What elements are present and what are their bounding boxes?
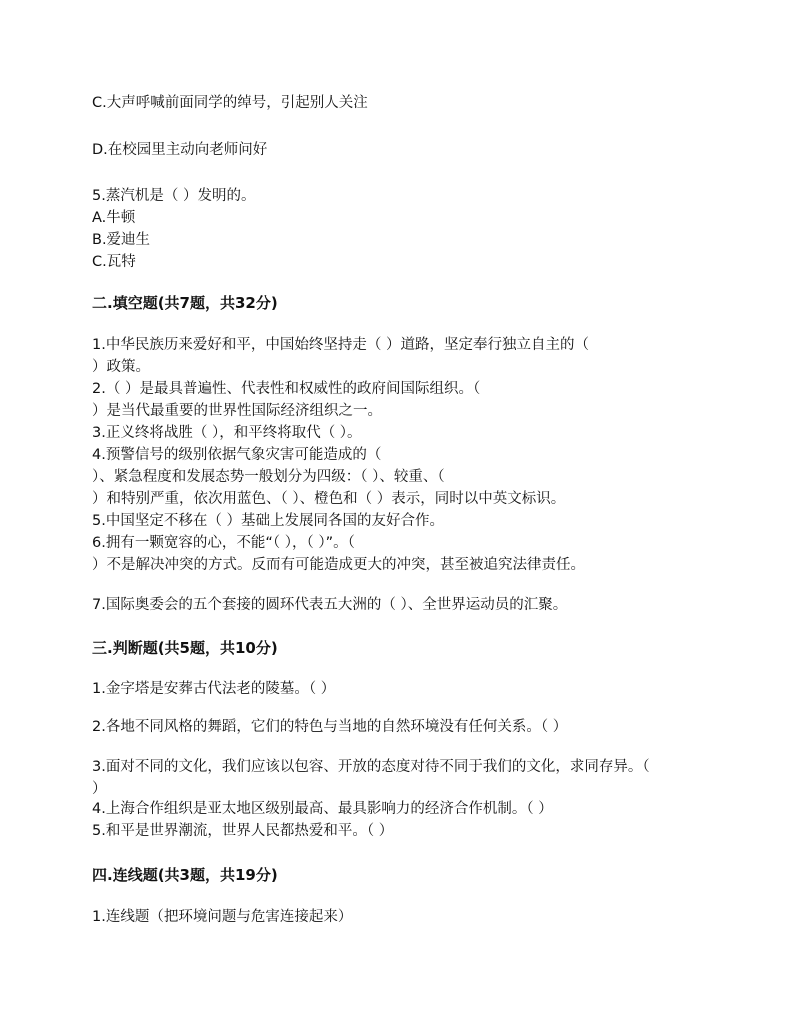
fill-line-1: 1.中华民族历来爱好和平，中国始终坚持走（ ）道路，坚定奉行独立自主的（ xyxy=(92,337,589,353)
fill-line-11: ）不是解决冲突的方式。反而有可能造成更大的冲突，甚至被追究法律责任。 xyxy=(92,557,585,573)
fill-line-6: 4.预警信号的级别依据气象灾害可能造成的（ xyxy=(92,447,382,463)
fill-line-2: ）政策。 xyxy=(92,359,150,375)
q5-option-a: A.牛顿 xyxy=(92,210,136,226)
section4-heading: 四.连线题(共3题，共19分) xyxy=(92,866,278,884)
judge-line-6: 5.和平是世界潮流，世界人民都热爱和平。（ ） xyxy=(92,823,394,839)
judge-line-3: 3.面对不同的文化，我们应该以包容、开放的态度对待不同于我们的文化，求同存异。（ xyxy=(92,759,650,775)
fill-line-9: 5.中国坚定不移在（ ）基础上发展同各国的友好合作。 xyxy=(92,513,444,529)
judge-line-5: 4.上海合作组织是亚太地区级别最高、最具影响力的经济合作机制。（ ） xyxy=(92,801,553,817)
section2-heading: 二.填空题(共7题，共32分) xyxy=(92,294,278,312)
fill-line-12: 7.国际奥委会的五个套接的圆环代表五大洲的（ ）、全世界运动员的汇聚。 xyxy=(92,597,568,613)
match-line-1: 1.连线题（把环境问题与危害连接起来） xyxy=(92,909,353,925)
judge-line-2: 2.各地不同风格的舞蹈，它们的特色与当地的自然环境没有任何关系。（ ） xyxy=(92,719,568,735)
fill-line-8: ）和特别严重，依次用蓝色、（ ）、橙色和（ ）表示，同时以中英文标识。 xyxy=(92,491,566,507)
judge-line-4: ） xyxy=(92,781,107,797)
q5-stem: 5.蒸汽机是（ ）发明的。 xyxy=(92,188,256,204)
q4-option-d: D.在校园里主动向老师问好 xyxy=(92,142,268,158)
fill-line-5: 3.正义终将战胜（ ），和平终将取代（ ）。 xyxy=(92,425,362,441)
fill-line-10: 6.拥有一颗宽容的心，不能“（ ），（ ）”。（ xyxy=(92,535,355,551)
q5-option-c: C.瓦特 xyxy=(92,254,136,270)
judge-line-1: 1.金字塔是安葬古代法老的陵墓。（ ） xyxy=(92,681,336,697)
section3-heading: 三.判断题(共5题，共10分) xyxy=(92,639,278,657)
q4-option-c: C.大声呼喊前面同学的绰号，引起别人关注 xyxy=(92,95,368,111)
fill-line-4: ）是当代最重要的世界性国际经济组织之一。 xyxy=(92,403,382,419)
fill-line-3: 2.（ ）是最具普遍性、代表性和权威性的政府间国际组织。（ xyxy=(92,381,481,397)
fill-line-7: ）、紧急程度和发展态势一般划分为四级：（ ）、较重、（ xyxy=(92,469,445,485)
q5-option-b: B.爱迪生 xyxy=(92,232,151,248)
